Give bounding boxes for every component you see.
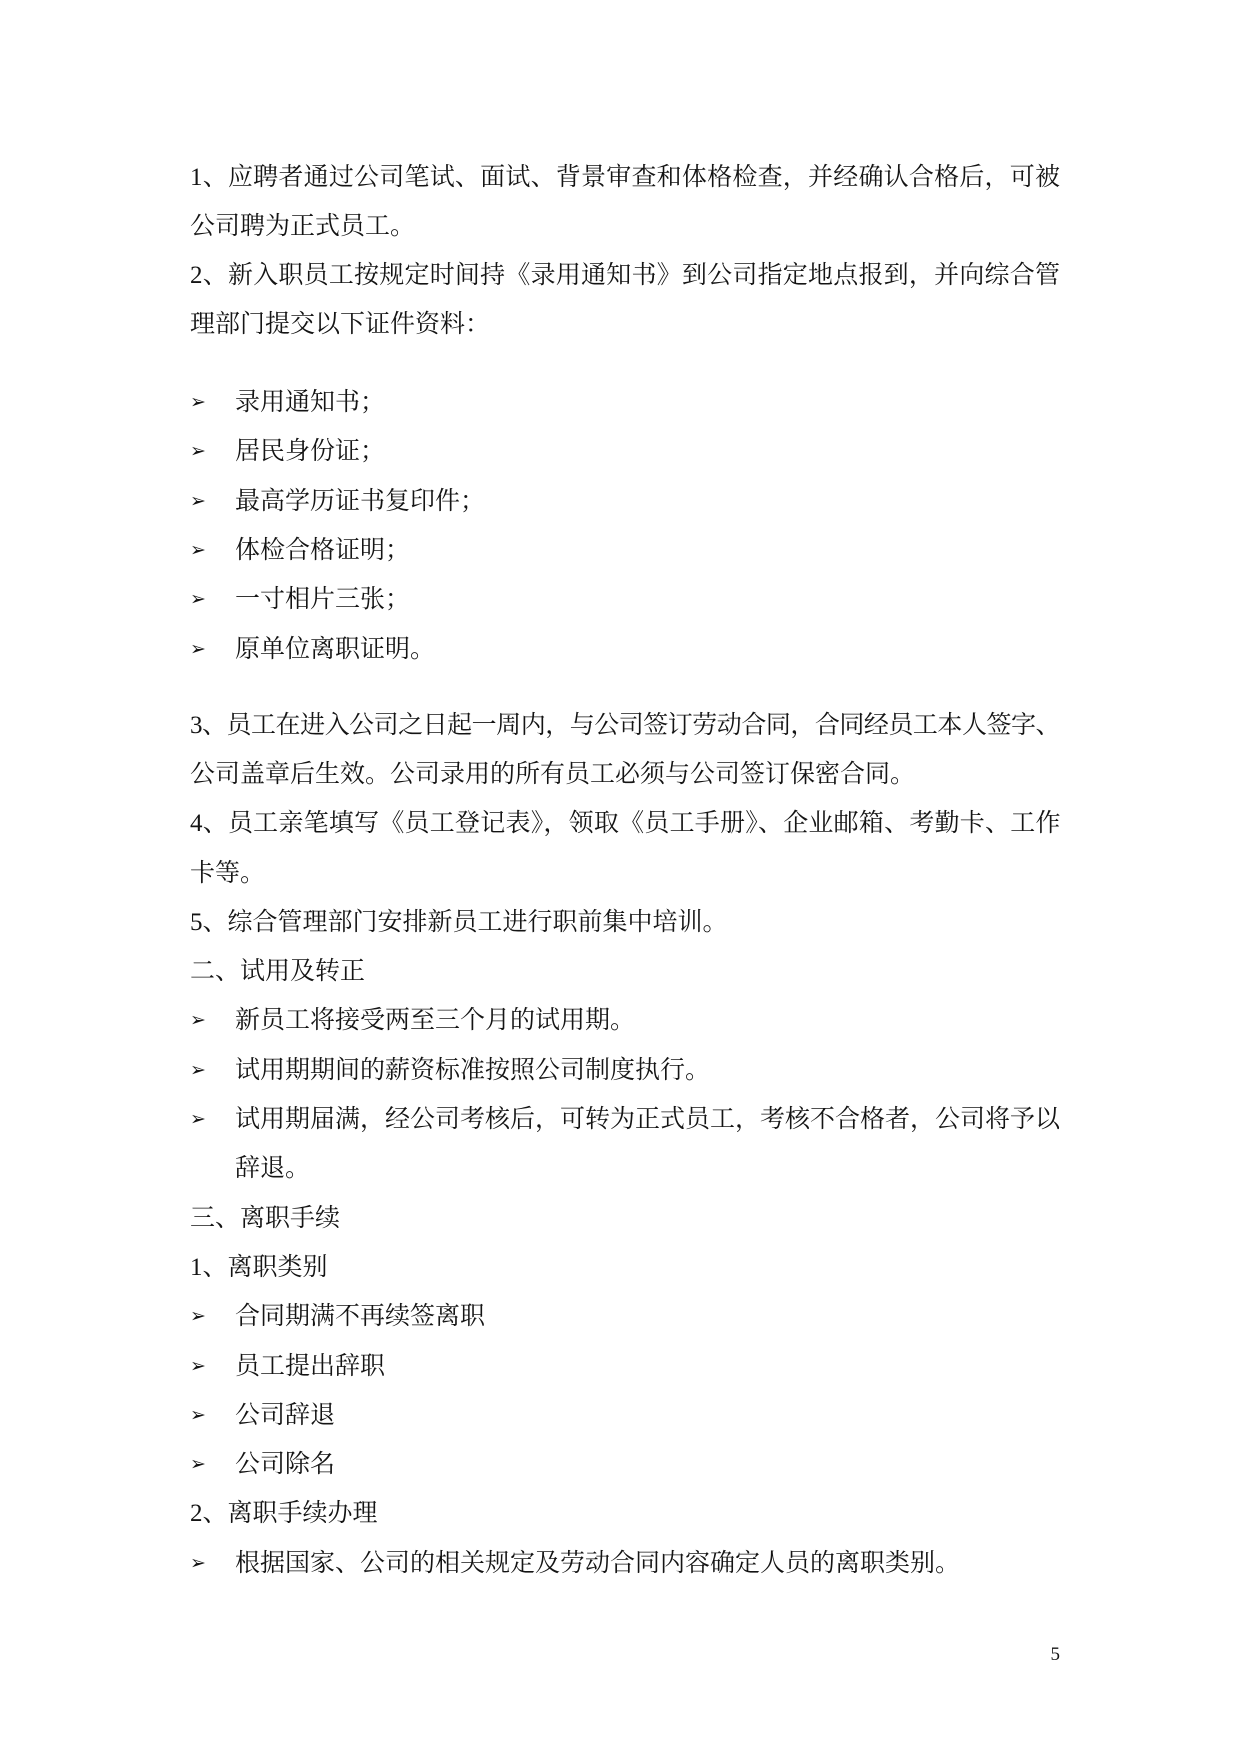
- list-item-text: 居民身份证；: [235, 438, 386, 466]
- list-item: [190, 1539, 1060, 1588]
- paragraph-line: 公司聘为正式员工。: [190, 212, 416, 240]
- list-item: [190, 996, 1060, 1045]
- list-item-text: 录用通知书；: [235, 389, 386, 417]
- paragraph-line: 2、新入职员工按规定时间持《录用通知书》到公司指定地点报到，并向综合管: [190, 262, 1060, 290]
- list-item: [190, 427, 1060, 476]
- paragraph-line: 理部门提交以下证件资料：: [190, 311, 491, 339]
- documents-list: [190, 378, 1060, 674]
- paragraph-line: 1、应聘者通过公司笔试、面试、背景审查和体格检查，并经确认合格后，可被: [190, 163, 1060, 191]
- bullet-arrow-icon: ➢: [190, 391, 206, 414]
- list-item: [190, 378, 1060, 427]
- list-item: [190, 1391, 1060, 1440]
- bullet-arrow-icon: ➢: [190, 1058, 206, 1081]
- bullet-arrow-icon: ➢: [190, 1453, 206, 1476]
- bullet-arrow-icon: ➢: [190, 1108, 206, 1131]
- list-item-text: 员工提出辞职: [235, 1352, 386, 1380]
- paragraph-line: 3、员工在进入公司之日起一周内，与公司签订劳动合同，合同经员工本人签字、: [190, 711, 1060, 739]
- list-item-text: 合同期满不再续签离职: [235, 1303, 486, 1331]
- list-item-text: 公司除名: [235, 1451, 336, 1479]
- page-body: [190, 153, 1060, 1589]
- list-item: [190, 526, 1060, 575]
- list-item: [190, 1292, 1060, 1341]
- section-heading-probation: 二、试用及转正: [190, 958, 366, 986]
- subheading-resignation-procedure: 2、离职手续办理: [190, 1500, 378, 1528]
- bullet-arrow-icon: ➢: [190, 539, 206, 562]
- page-number: 5: [1050, 1644, 1060, 1665]
- intro-section: [190, 153, 1060, 350]
- paragraph-line: 4、员工亲笔填写《员工登记表》，领取《员工手册》、企业邮箱、考勤卡、工作: [190, 810, 1060, 838]
- list-item-text: 试用期期间的薪资标准按照公司制度执行。: [235, 1056, 711, 1084]
- bullet-arrow-icon: ➢: [190, 1354, 206, 1377]
- list-item-continuation: 辞退。: [235, 1155, 311, 1183]
- list-item: [190, 1095, 1060, 1144]
- list-item: [190, 477, 1060, 526]
- list-item-text: 试用期届满，经公司考核后，可转为正式员工，考核不合格者，公司将予以: [235, 1106, 1061, 1134]
- list-item-text: 体检合格证明；: [235, 537, 411, 565]
- paragraph-line: 公司盖章后生效。公司录用的所有员工必须与公司签订保密合同。: [190, 760, 916, 788]
- bullet-arrow-icon: ➢: [190, 1551, 206, 1574]
- list-item: [190, 575, 1060, 624]
- list-item: [190, 1440, 1060, 1489]
- list-item-text: 根据国家、公司的相关规定及劳动合同内容确定人员的离职类别。: [235, 1549, 961, 1577]
- paragraph-line: 5、综合管理部门安排新员工进行职前集中培训。: [190, 908, 728, 936]
- bullet-arrow-icon: ➢: [190, 1403, 206, 1426]
- list-item-text: 一寸相片三张；: [235, 586, 411, 614]
- subheading-resignation-types: 1、离职类别: [190, 1253, 328, 1281]
- main-sections: [190, 701, 1060, 1588]
- list-item-text: 原单位离职证明。: [235, 635, 436, 663]
- bullet-arrow-icon: ➢: [190, 1009, 206, 1032]
- list-item-text: 新员工将接受两至三个月的试用期。: [235, 1007, 636, 1035]
- paragraph-line: 卡等。: [190, 859, 266, 887]
- section-heading-resignation: 三、离职手续: [190, 1204, 341, 1232]
- list-item-text: 公司辞退: [235, 1401, 336, 1429]
- bullet-arrow-icon: ➢: [190, 1305, 206, 1328]
- bullet-arrow-icon: ➢: [190, 588, 206, 611]
- list-item: [190, 1046, 1060, 1095]
- list-item: [190, 625, 1060, 674]
- bullet-arrow-icon: ➢: [190, 489, 206, 512]
- bullet-arrow-icon: ➢: [190, 637, 206, 660]
- list-item-text: 最高学历证书复印件；: [235, 487, 486, 515]
- bullet-arrow-icon: ➢: [190, 440, 206, 463]
- list-item: [190, 1342, 1060, 1391]
